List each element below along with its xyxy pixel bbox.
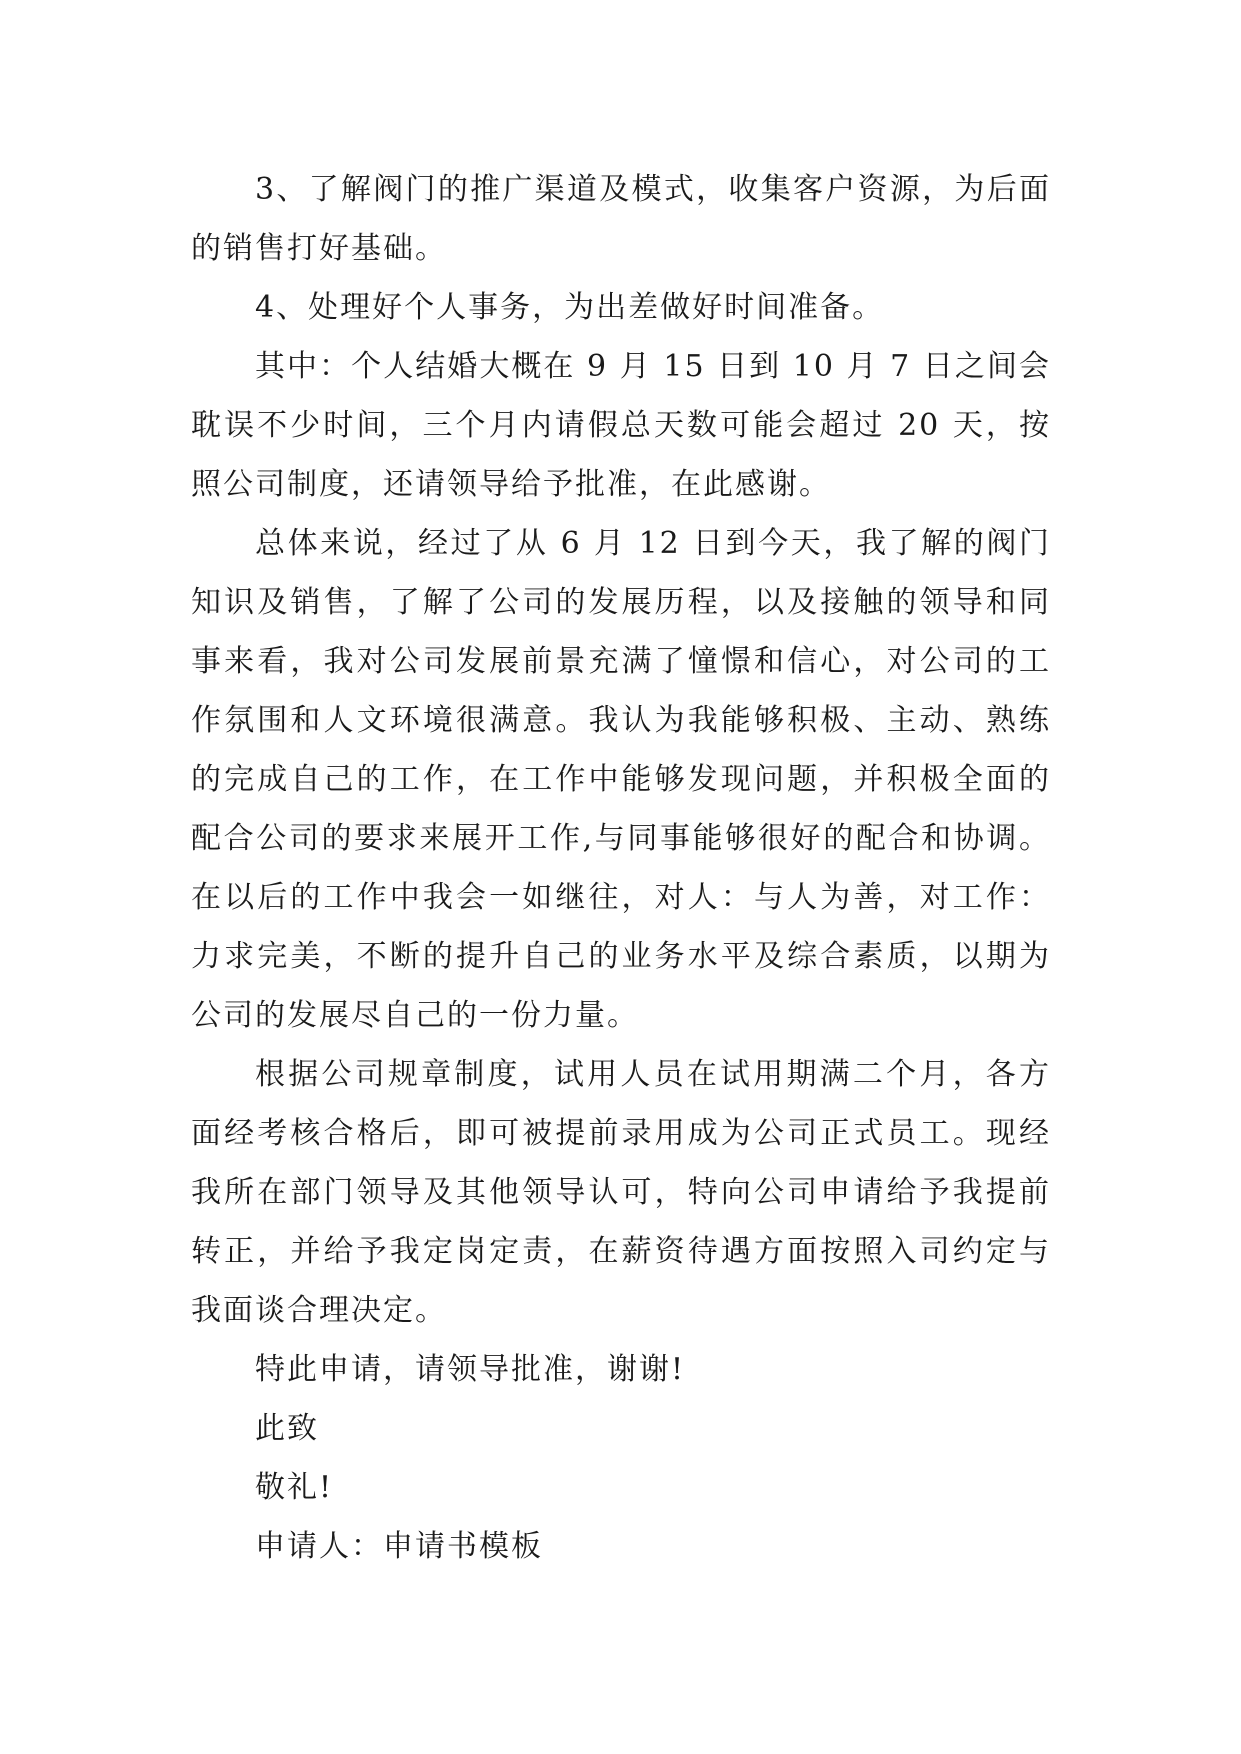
paragraph-summary: 总体来说，经过了从 6 月 12 日到今天，我了解的阀门知识及销售，了解了公司的发展历程，以及接触的领导和同事来看，我对公司发展前景充满了憧憬和信心，对公司的工作氛围和人文环境很满意。我认为我能够积极、主动、熟练的完成自己的工作，在工作中能够发现问题，并积极全面的配合公司的要求来展开工作,与同事能够很好的配合和协调。在以后的工作中我会一如继往，对人：与人为善，对工作：力求完美，不断的提升自己的业务水平及综合素质，以期为公司的发展尽自己的一份力量。: [191, 526, 1051, 1033]
closing-salutation: 此致: [255, 1411, 319, 1446]
paragraph-item-3: 3、了解阀门的推广渠道及模式，收集客户资源，为后面的销售打好基础。: [191, 172, 1051, 266]
closing-request: 特此申请，请领导批准，谢谢!: [255, 1352, 686, 1387]
paragraph-leave-note: 其中：个人结婚大概在 9 月 15 日到 10 月 7 日之间会耽误不少时间，三个月内请假总天数可能会超过 20 天，按照公司制度，还请领导给予批准，在此感谢。: [191, 349, 1051, 502]
document-body: [191, 160, 1051, 1576]
paragraph-request: 根据公司规章制度，试用人员在试用期满二个月，各方面经考核合格后，即可被提前录用成为公司正式员工。现经我所在部门领导及其他领导认可，特向公司申请给予我提前转正，并给予我定岗定责，在薪资待遇方面按照入司约定与我面谈合理决定。: [191, 1057, 1051, 1328]
paragraph-item-4: 4、处理好个人事务，为出差做好时间准备。: [255, 290, 885, 325]
closing-regards: 敬礼!: [255, 1470, 334, 1505]
applicant-signature: 申请人：申请书模板: [255, 1529, 543, 1564]
